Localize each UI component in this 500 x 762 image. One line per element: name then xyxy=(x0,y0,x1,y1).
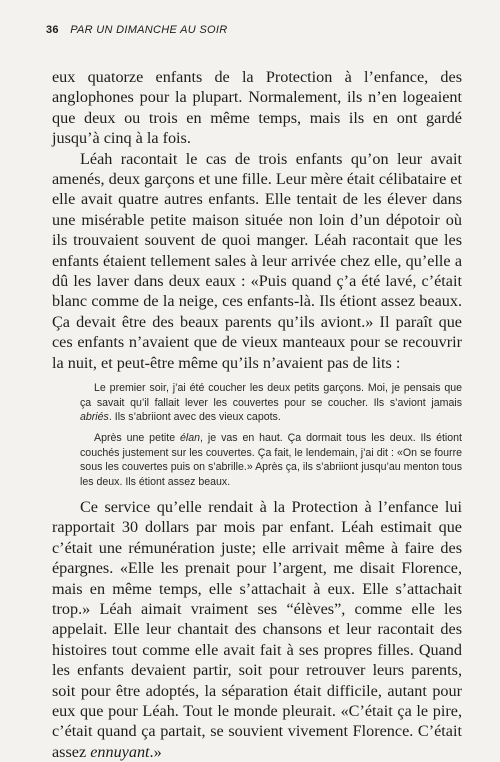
page-number: 36 xyxy=(46,24,59,36)
quote-paragraph-2 xyxy=(80,431,462,489)
paragraph-text: .» xyxy=(149,742,162,761)
paragraph-2: Léah racontait le cas de trois enfants qu’on leur avait amenés, deux garçons et une fille. Leur mère était célibataire et elle avait quatre autres enfants. Elle tentait de les élever dans une misérable petite maison située non loin d’un dépotoir où ils trouvaient souvent de quoi manger. Léah racontait que les enfants étaient tellement sales à leur arrivée chez elle, qu’elle a dû les laver dans deux eaux : «Puis quand ç’a été lavé, c’était blanc comme de la neige, ces enfants-là. Ils étiont assez beaux. Ça devait être des beaux parents qu’ils aviont.» Il paraît que ces enfants n’avaient que de vieux manteaux pour se recouvrir la nuit, et peut-être même qu’ils n’avaient pas de lits : xyxy=(52,149,462,372)
quote-paragraph-1 xyxy=(80,381,462,424)
block-quote xyxy=(80,381,462,489)
running-title: PAR UN DIMANCHE AU SOIR xyxy=(70,24,228,36)
italic-word: ennuyant xyxy=(90,742,150,761)
quote-italic-word: abriés xyxy=(80,410,109,423)
body-text xyxy=(52,67,462,762)
paragraph-1: eux quatorze enfants de la Protection à l’enfance, des anglophones pour la plupart. Normalement, ils n’en logeaient que deux ou trois en même temps, mais ils en ont gardé jusqu’à cinq à la fois. xyxy=(52,68,462,148)
quote-text: Le premier soir, j’ai été coucher les deux petits garçons. Moi, je pensais que ça savait qu’il fallait lever les couvertes pour se coucher. Ils s’aviont jamais xyxy=(80,382,462,409)
paragraph-3 xyxy=(52,497,462,762)
quote-text: , je vas en haut. Ça dormait tous les deux. Ils étiont couchés justement sur les couvertes. Ça fait, le lendemain, j’ai dit : «On se fourre sous les couvertes puis on s’abrille.» Après ça, ils s’abriiont jusqu’au menton tous les deux. Ils étiont assez beaux. xyxy=(80,432,462,488)
quote-italic-word: élan xyxy=(180,432,201,445)
quote-text: . Ils s’abriiont avec des vieux capots. xyxy=(108,410,281,423)
quote-text: Après une petite xyxy=(94,432,181,445)
paragraph-text: Ce service qu’elle rendait à la Protection à l’enfance lui rapportait 30 dollars par mois par enfant. Léah estimait que c’était une rémunération juste; elle arrivait même à faire des épargnes. «Elle les prenait pour l’argent, me disait Florence, mais en même temps, elle s’attachait à eux. Elle s’attachait trop.» Léah aimait vraiment ses “élèves”, comme elle les appelait. Elle leur chantait des chansons et leur racontait des histoires tout comme elle avait fait à ses propres filles. Quand les enfants devaient partir, soit pour retrouver leurs parents, soit pour être adoptés, la séparation était difficile, autant pour eux que pour Léah. Tout le monde pleurait. «C’était ça le pire, c’était quand ça partait, se souvient vivement Florence. C’était assez xyxy=(52,497,462,761)
running-head xyxy=(46,24,227,36)
